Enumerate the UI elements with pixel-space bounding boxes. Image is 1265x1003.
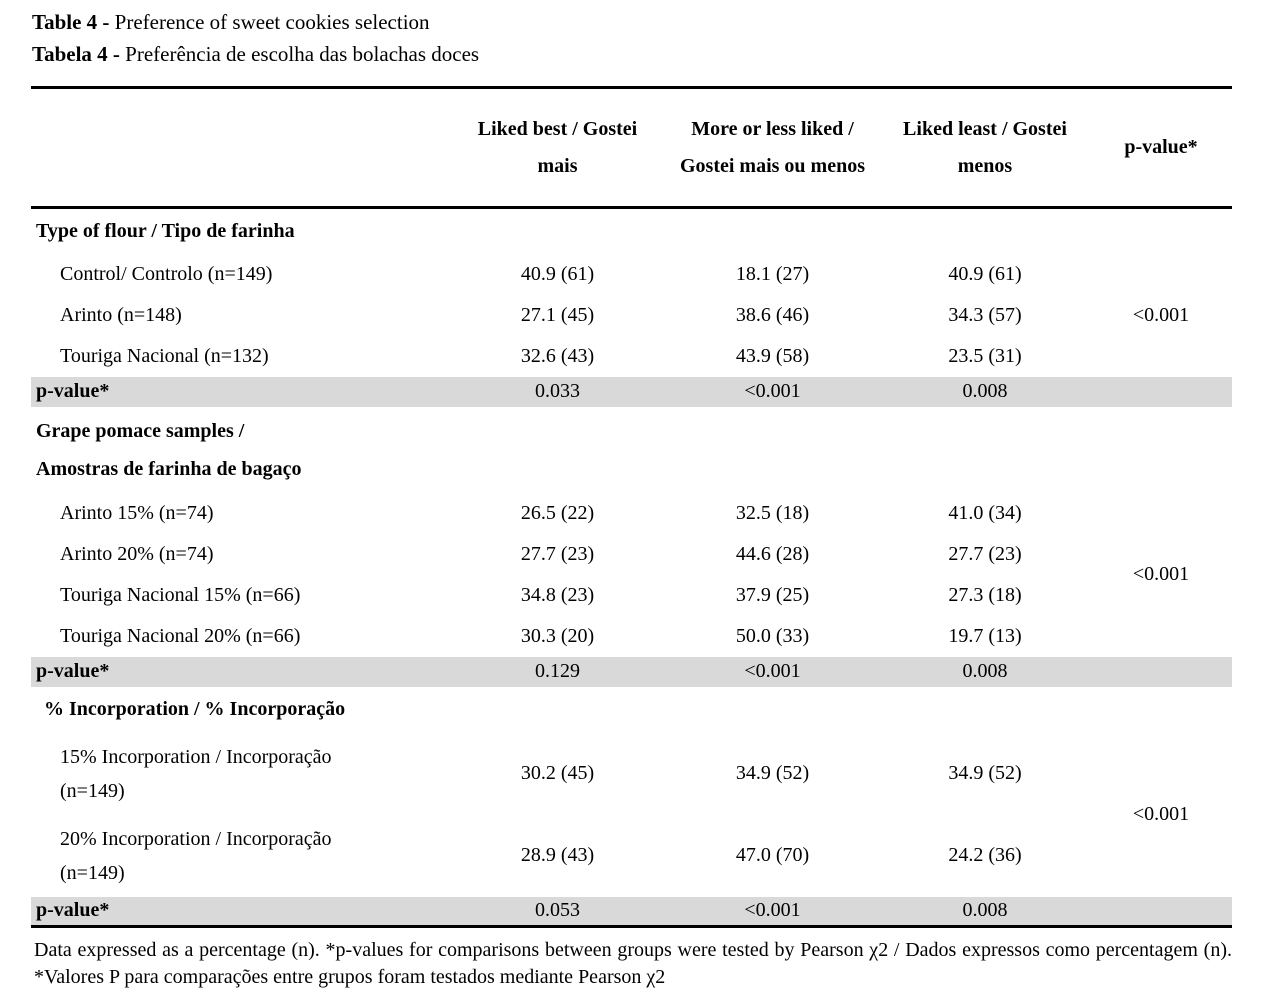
row-label-line2: (n=149): [60, 779, 125, 802]
row-label: Arinto 15% (n=74): [60, 501, 214, 524]
cell-liked-best: 30.2 (45): [520, 762, 595, 784]
section-header-label: [31, 407, 1232, 493]
section-header-grape-pomace: [31, 407, 1232, 493]
p-value-more-or-less-liked: <0.001: [665, 657, 880, 687]
p-value-row-incorporation: [31, 897, 1232, 927]
p-value-liked-best: 0.053: [450, 897, 665, 927]
section-header-label: Type of flour / Tipo de farinha: [36, 219, 295, 242]
row-label-line2: (n=149): [60, 861, 125, 884]
table-row-arinto-20: [31, 534, 1232, 575]
cell-liked-least: 27.3 (18): [948, 583, 1022, 606]
cell-liked-least: 34.3 (57): [948, 303, 1022, 326]
section-header-label: % Incorporation / % Incorporação: [44, 698, 346, 720]
row-label: Touriga Nacional 15% (n=66): [60, 583, 301, 606]
cell-more-or-less-liked: 18.1 (27): [735, 262, 810, 285]
cell-liked-least: 23.5 (31): [948, 344, 1022, 367]
cell-liked-best: 40.9 (61): [520, 262, 595, 285]
table-row-control: [31, 254, 1232, 295]
cell-liked-least: 34.9 (52): [948, 762, 1022, 784]
table-caption: [32, 6, 1232, 70]
cell-more-or-less-liked: 50.0 (33): [735, 624, 810, 647]
column-header-more-or-less-liked: More or less liked / Gostei mais ou menos: [680, 117, 865, 177]
cell-liked-best: 30.3 (20): [520, 624, 595, 647]
row-label: [31, 733, 450, 815]
column-header-liked-best: Liked best / Gostei mais: [477, 117, 638, 177]
table-caption-en-text: Preference of sweet cookies selection: [114, 10, 430, 34]
p-value-liked-least: 0.008: [880, 377, 1090, 407]
cell-more-or-less-liked: 32.5 (18): [735, 501, 810, 524]
section-header-line2: Amostras de farinha de bagaço: [36, 457, 302, 480]
cell-liked-least: 24.2 (36): [948, 844, 1022, 866]
table-caption-en: [32, 6, 1232, 38]
cell-more-or-less-liked: 37.9 (25): [735, 583, 810, 606]
cell-liked-least: 19.7 (13): [948, 624, 1022, 647]
p-value-row-empty-cell: [1090, 377, 1232, 407]
row-label: Control/ Controlo (n=149): [60, 262, 273, 285]
row-label: Touriga Nacional (n=132): [60, 344, 269, 367]
column-header-liked-least: Liked least / Gostei menos: [903, 117, 1067, 177]
section-header-type-of-flour: [31, 208, 1232, 254]
table-footnote: Data expressed as a percentage (n). *p-values for comparisons between groups were tested by Pearson χ2 / Dados expressos como percentagem (n). *Valores P para comparações entre grupos foram testados mediante Pearson χ2: [34, 939, 1232, 988]
p-value-more-or-less-liked: <0.001: [665, 377, 880, 407]
table-row-touriga-nacional-20: [31, 616, 1232, 657]
table-row-arinto-15: [31, 493, 1232, 534]
p-value-liked-least: 0.008: [880, 657, 1090, 687]
cell-liked-best: 32.6 (43): [520, 344, 595, 367]
cell-between-groups-p-value: <0.001: [1132, 303, 1190, 326]
p-value-row-label: p-value*: [31, 897, 450, 927]
table-row-touriga-nacional-15: [31, 575, 1232, 616]
cell-more-or-less-liked: 43.9 (58): [735, 344, 810, 367]
p-value-row-type-of-flour: [31, 377, 1232, 407]
cell-liked-best: 34.8 (23): [520, 583, 595, 606]
preference-table: [31, 86, 1232, 928]
p-value-liked-least: 0.008: [880, 897, 1090, 927]
cell-liked-least: 27.7 (23): [948, 542, 1022, 565]
cell-more-or-less-liked: 38.6 (46): [735, 303, 810, 326]
section-header-incorporation: [31, 687, 1232, 733]
table-caption-en-label: Table 4 -: [32, 10, 115, 34]
row-label-line1: 20% Incorporation / Incorporação: [60, 827, 332, 850]
row-label: Touriga Nacional 20% (n=66): [60, 624, 301, 647]
section-header-line1: Grape pomace samples /: [36, 419, 245, 442]
cell-liked-best: 27.7 (23): [520, 542, 595, 565]
cell-liked-least: 40.9 (61): [948, 262, 1022, 285]
table-caption-pt: [32, 38, 1232, 70]
cell-between-groups-p-value: <0.001: [1132, 563, 1190, 585]
table-caption-pt-text: Preferência de escolha das bolachas doces: [125, 42, 480, 66]
row-label: [31, 815, 450, 897]
p-value-row-empty-cell: [1090, 657, 1232, 687]
cell-more-or-less-liked: 34.9 (52): [735, 762, 810, 784]
table-row-incorporation-20: [31, 815, 1232, 897]
row-label-line1: 15% Incorporation / Incorporação: [60, 745, 332, 768]
p-value-row-label: p-value*: [31, 377, 450, 407]
cell-liked-least: 41.0 (34): [948, 501, 1022, 524]
column-header-p-value: p-value*: [1124, 136, 1198, 158]
table-row-arinto: [31, 295, 1232, 336]
cell-liked-best: 27.1 (45): [520, 303, 595, 326]
row-label: Arinto (n=148): [60, 303, 182, 326]
cell-between-groups-p-value: <0.001: [1132, 803, 1190, 825]
table-header-row: [31, 88, 1232, 208]
cell-liked-best: 28.9 (43): [520, 844, 595, 866]
column-header-row-label: [31, 88, 450, 208]
table-row-incorporation-15: [31, 733, 1232, 815]
p-value-liked-best: 0.033: [450, 377, 665, 407]
p-value-liked-best: 0.129: [450, 657, 665, 687]
cell-liked-best: 26.5 (22): [520, 501, 595, 524]
p-value-more-or-less-liked: <0.001: [665, 897, 880, 927]
cell-more-or-less-liked: 47.0 (70): [735, 844, 810, 866]
p-value-row-grape-pomace: [31, 657, 1232, 687]
table-caption-pt-label: Tabela 4 -: [32, 42, 126, 66]
p-value-row-empty-cell: [1090, 897, 1232, 927]
row-label: Arinto 20% (n=74): [60, 542, 214, 565]
cell-more-or-less-liked: 44.6 (28): [735, 542, 810, 565]
table-row-touriga-nacional: [31, 336, 1232, 377]
p-value-row-label: p-value*: [31, 657, 450, 687]
